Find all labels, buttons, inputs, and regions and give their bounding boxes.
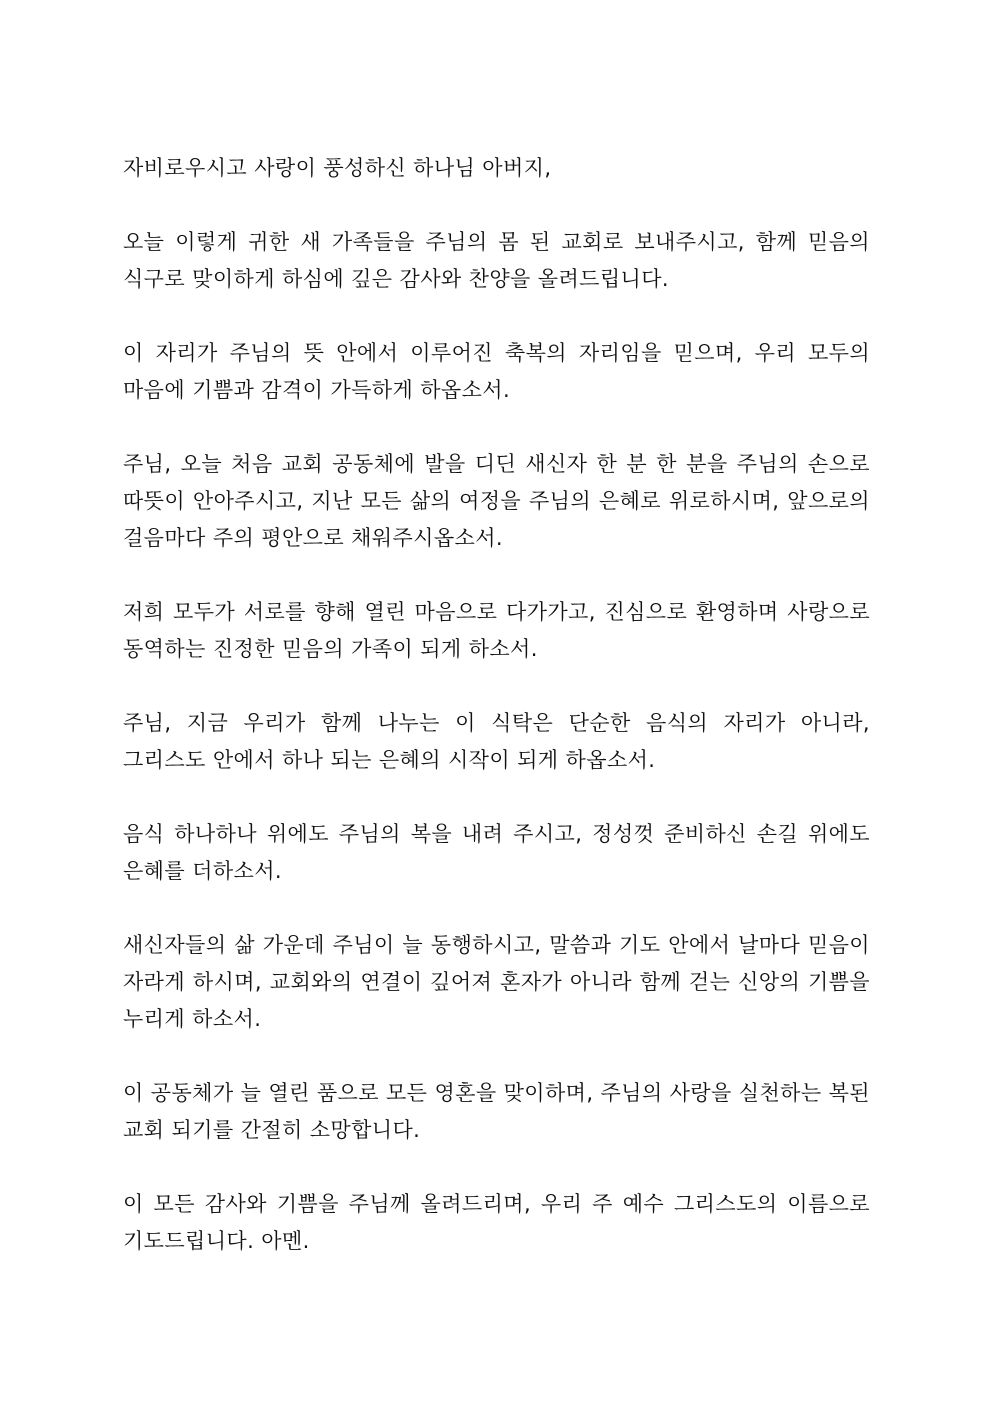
paragraph-4: 주님, 오늘 처음 교회 공동체에 발을 디딘 새신자 한 분 한 분을 주님의 손으로 따뜻이 안아주시고, 지난 모든 삶의 여정을 주님의 은혜로 위로하시며, 앞으로의 걸음마다 주의 평안으로 채워주시옵소서. bbox=[123, 452, 870, 550]
paragraph-10: 이 모든 감사와 기쁨을 주님께 올려드리며, 우리 주 예수 그리스도의 이름으로 기도드립니다. 아멘. bbox=[123, 1192, 870, 1253]
paragraph-1: 자비로우시고 사랑이 풍성하신 하나님 아버지, bbox=[123, 156, 552, 180]
paragraph-5: 저희 모두가 서로를 향해 열린 마음으로 다가가고, 진심으로 환영하며 사랑으로 동역하는 진정한 믿음의 가족이 되게 하소서. bbox=[123, 600, 870, 661]
paragraph-3: 이 자리가 주님의 뜻 안에서 이루어진 축복의 자리임을 믿으며, 우리 모두의 마음에 기쁨과 감격이 가득하게 하옵소서. bbox=[123, 341, 870, 402]
paragraph-8: 새신자들의 삶 가운데 주님이 늘 동행하시고, 말씀과 기도 안에서 날마다 믿음이 자라게 하시며, 교회와의 연결이 깊어져 혼자가 아니라 함께 걷는 신앙의 기쁨을 누리게 하소서. bbox=[123, 933, 870, 1031]
paragraph-2: 오늘 이렇게 귀한 새 가족들을 주님의 몸 된 교회로 보내주시고, 함께 믿음의 식구로 맞이하게 하심에 깊은 감사와 찬양을 올려드립니다. bbox=[123, 230, 870, 291]
paragraph-7: 음식 하나하나 위에도 주님의 복을 내려 주시고, 정성껏 준비하신 손길 위에도 은혜를 더하소서. bbox=[123, 822, 870, 883]
prayer-text bbox=[123, 150, 870, 1297]
paragraph-6: 주님, 지금 우리가 함께 나누는 이 식탁은 단순한 음식의 자리가 아니라, 그리스도 안에서 하나 되는 은혜의 시작이 되게 하옵소서. bbox=[123, 711, 870, 772]
paragraph-9: 이 공동체가 늘 열린 품으로 모든 영혼을 맞이하며, 주님의 사랑을 실천하는 복된 교회 되기를 간절히 소망합니다. bbox=[123, 1081, 870, 1142]
